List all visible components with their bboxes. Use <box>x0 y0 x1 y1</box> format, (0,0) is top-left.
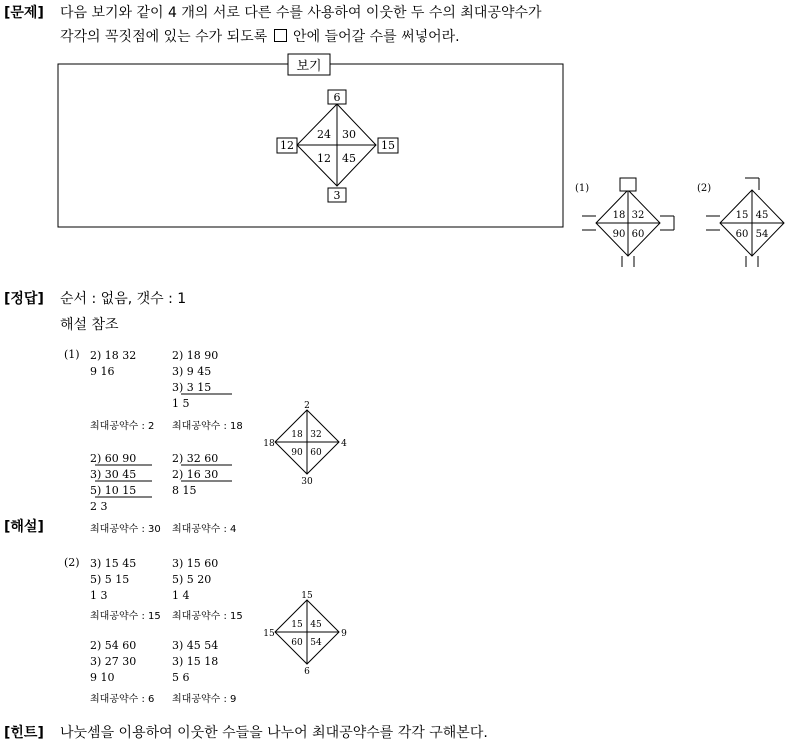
p1-top: 2 <box>304 401 310 411</box>
division-row: 3) 15 45 <box>90 557 137 570</box>
p2-division-c <box>90 638 136 686</box>
p1-tl: 18 <box>291 430 303 440</box>
p1-division-c <box>90 451 136 515</box>
p2-gcd-a: 최대공약수 : 15 <box>90 611 161 622</box>
division-row: 5) 5 20 <box>172 573 212 586</box>
division-row: 3) 15 60 <box>172 557 219 570</box>
p1-bottom: 30 <box>301 477 313 487</box>
example-left: 12 <box>280 139 294 152</box>
q1-diamond <box>582 178 674 267</box>
answer-line-1: 순서 : 없음, 갯수 : 1 <box>60 291 187 307</box>
hint-text: 나눗셈을 이용하여 이웃한 수들을 나누어 최대공약수를 각각 구해본다. <box>60 725 488 741</box>
p2-bottom: 6 <box>304 667 310 677</box>
example-bl: 12 <box>317 152 331 165</box>
p1-bl: 90 <box>291 448 303 458</box>
p1-diamond <box>275 410 339 474</box>
division-row: 1 5 <box>172 397 190 410</box>
division-row: 1 3 <box>90 589 108 602</box>
division-row: 5) 5 15 <box>90 573 130 586</box>
p2-division-d <box>172 638 218 686</box>
division-row: 2 3 <box>90 500 108 513</box>
problem-line-2b: 안에 들어갈 수를 써넣어라. <box>293 29 460 45</box>
division-row: 2) 18 32 <box>90 349 137 362</box>
division-row: 3) 15 18 <box>172 655 219 668</box>
division-row: 3) 30 45 <box>90 468 137 481</box>
example-tl: 24 <box>317 128 331 141</box>
division-row: 3) 3 15 <box>172 381 212 394</box>
p2-division-a <box>90 556 136 604</box>
division-row: 2) 16 30 <box>172 468 219 481</box>
p2-tr: 45 <box>310 620 322 630</box>
p1-gcd-d: 최대공약수 : 4 <box>172 524 237 535</box>
p2-br: 54 <box>310 638 322 648</box>
example-frame <box>58 54 563 227</box>
q2-br: 54 <box>755 229 769 240</box>
q2-tr: 45 <box>755 210 769 221</box>
p2-label: (2) <box>64 556 80 569</box>
division-row: 2) 54 60 <box>90 639 137 652</box>
p2-gcd-b: 최대공약수 : 15 <box>172 611 243 622</box>
p2-gcd-d: 최대공약수 : 9 <box>172 694 237 705</box>
q2-bl: 60 <box>735 229 749 240</box>
p1-br: 60 <box>310 448 322 458</box>
q2-tl: 15 <box>735 210 749 221</box>
p1-gcd-a: 최대공약수 : 2 <box>90 421 155 432</box>
division-row: 8 15 <box>172 484 197 497</box>
division-row: 2) 18 90 <box>172 349 219 362</box>
p1-label: (1) <box>64 348 80 361</box>
explanation-tag: [해설] <box>4 519 44 535</box>
division-row: 5) 10 15 <box>90 484 137 497</box>
q1-top-blank[interactable] <box>620 178 636 191</box>
answer-line-2: 해설 참조 <box>60 317 119 333</box>
division-row: 2) 60 90 <box>90 452 137 465</box>
answer-tag: [정답] <box>4 291 44 307</box>
division-row: 2) 32 60 <box>172 452 219 465</box>
p1-division-a <box>90 348 136 380</box>
p2-top: 15 <box>301 591 313 601</box>
p2-right: 9 <box>341 629 347 639</box>
division-row: 1 4 <box>172 589 190 602</box>
example-right: 15 <box>381 139 395 152</box>
example-br: 45 <box>342 152 356 165</box>
q2-label: (2) <box>697 183 712 194</box>
example-top: 6 <box>333 91 341 104</box>
p1-left: 18 <box>263 439 275 449</box>
p1-gcd-c: 최대공약수 : 30 <box>90 524 161 535</box>
p2-diamond <box>275 600 339 664</box>
division-row: 3) 45 54 <box>172 639 219 652</box>
q1-bl: 90 <box>612 229 626 240</box>
problem-line-1: 다음 보기와 같이 4 개의 서로 다른 수를 사용하여 이웃한 두 수의 최대공약수가 <box>60 5 542 21</box>
division-row: 3) 9 45 <box>172 365 212 378</box>
division-row: 9 16 <box>90 365 115 378</box>
example-tr: 30 <box>342 128 356 141</box>
p1-division-d <box>172 451 218 499</box>
q1-tl: 18 <box>612 210 626 221</box>
q2-diamond <box>706 178 784 267</box>
example-diamond <box>277 90 398 202</box>
q1-tr: 32 <box>631 210 645 221</box>
division-row: 5 6 <box>172 671 190 684</box>
hint-tag: [힌트] <box>4 725 44 741</box>
p2-bl: 60 <box>291 638 303 648</box>
division-row: 3) 27 30 <box>90 655 137 668</box>
p2-left: 15 <box>263 629 275 639</box>
problem-line-2a: 각각의 꼭짓점에 있는 수가 되도록 <box>60 29 268 45</box>
p1-gcd-b: 최대공약수 : 18 <box>172 421 243 432</box>
q1-label: (1) <box>575 183 590 194</box>
example-label: 보기 <box>296 59 322 74</box>
p1-division-b <box>172 348 218 412</box>
p1-tr: 32 <box>310 430 322 440</box>
q1-br: 60 <box>631 229 645 240</box>
p2-gcd-c: 최대공약수 : 6 <box>90 694 155 705</box>
p2-tl: 15 <box>291 620 303 630</box>
p2-division-b <box>172 556 218 604</box>
problem-tag: [문제] <box>4 5 44 21</box>
example-bottom: 3 <box>333 189 341 202</box>
p1-right: 4 <box>341 439 347 449</box>
division-row: 9 10 <box>90 671 115 684</box>
